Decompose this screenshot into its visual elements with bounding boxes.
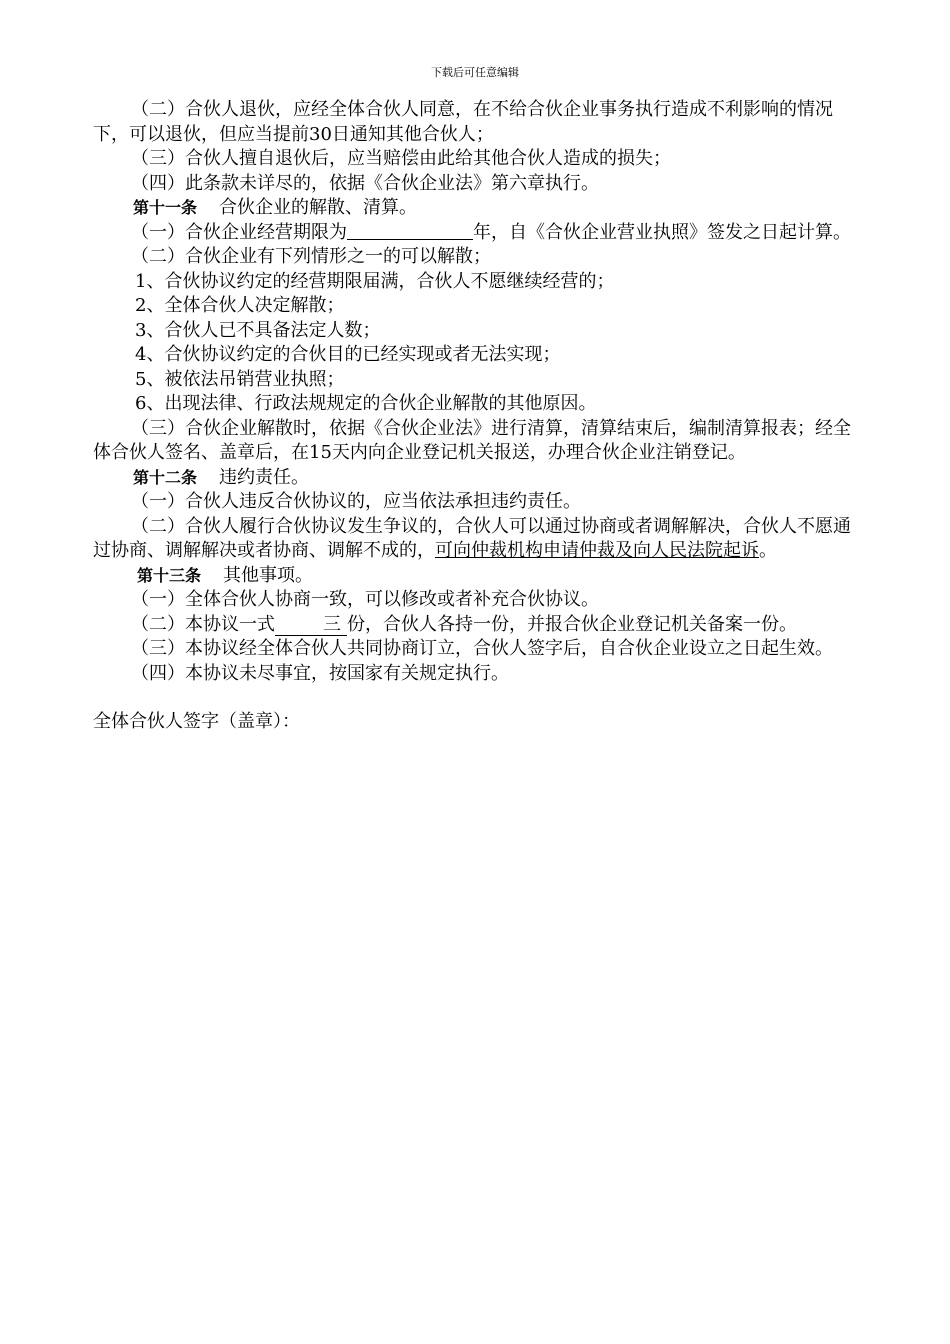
text: 。 [759,540,777,561]
paragraph: （三）本协议经全体合伙人共同协商订立，合伙人签字后，自合伙企业设立之日起生效。 [131,638,833,659]
document-body [93,98,859,735]
paragraph: （一）合伙人违反合伙协议的，应当依法承担违约责任。 [131,491,581,512]
article-title: 其他事项。 [223,564,314,586]
paragraph [93,221,859,246]
text: 年，自《合伙企业营业执照》签发之日起计算。 [473,221,851,243]
paragraph [93,613,859,638]
article-title: 合伙企业的解散、清算。 [219,197,418,218]
article-title: 违约责任。 [219,466,310,488]
article-label: 第十一条 [133,198,198,217]
page-header: 下载后可任意编辑 [431,66,519,79]
paragraph: （四）此条款未详尽的，依据《合伙企业法》第六章执行。 [131,172,599,194]
term-blank-field [347,221,473,240]
list-item: 2、全体合伙人决定解散； [135,295,345,316]
list-item: 3、合伙人已不具备法定人数； [135,319,381,341]
copies-count: 三 [275,615,347,636]
paragraph: （一）全体合伙人协商一致，可以修改或者补充合伙协议。 [131,589,599,610]
article-label: 第十三条 [137,565,202,585]
paragraph: （三）合伙企业解散时，依据《合伙企业法》进行清算，清算结束后，编制清算报表；经全体合伙人签名、盖章后，在15天内向企业登记机关报送，办理合伙企业注销登记。 [93,417,851,463]
paragraph: （四）本协议未尽事宜，按国家有关规定执行。 [131,662,509,684]
signature-line: 全体合伙人签字（盖章）： [93,711,300,732]
article-12-heading [93,466,859,491]
paragraph: （二）合伙人退伙，应经全体合伙人同意，在不给合伙企业事务执行造成不利影响的情况下，可以退伙，但应当提前30日通知其他合伙人； [93,99,833,145]
text: （一）合伙企业经营期限为 [131,221,347,243]
text: （二）本协议一式 [131,613,275,635]
underlined-text: 可向仲裁机构申请仲裁及向人民法院起诉 [435,540,759,561]
list-item: 6、出现法律、行政法规规定的合伙企业解散的其他原因。 [135,393,597,414]
paragraph [93,515,859,564]
article-13-heading [93,564,859,589]
text: （二）合伙人履行合伙协议发生争议的，合伙人可以通过协商或者调解解决，合伙人不愿通过协商、调解解决或者协商、调解不成的， [93,515,851,561]
list-item: 5、被依法吊销营业执照； [135,368,345,390]
list-item: 4、合伙协议约定的合伙目的已经实现或者无法实现； [135,344,561,365]
list-item: 1、合伙协议约定的经营期限届满，合伙人不愿继续经营的； [135,270,615,292]
article-label: 第十二条 [133,467,198,487]
paragraph: （二）合伙企业有下列情形之一的可以解散； [131,246,491,267]
text: 份，合伙人各持一份，并报合伙企业登记机关备案一份。 [347,613,797,635]
article-11-heading [93,196,859,221]
paragraph: （三）合伙人擅自退伙后，应当赔偿由此给其他合伙人造成的损失； [131,148,671,169]
